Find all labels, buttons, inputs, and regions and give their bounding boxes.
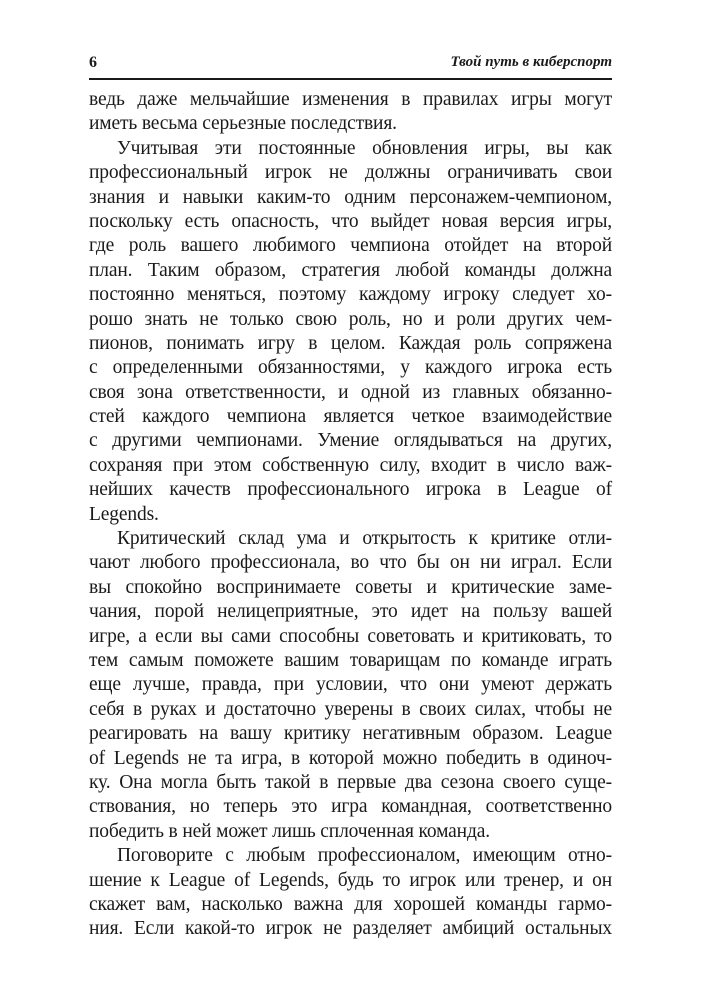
text-line: план. Таким образом, стратегия любой команды должна	[89, 259, 612, 281]
text-line: своя зона ответственности, и одной из главных обязанно-	[89, 381, 612, 403]
text-line: реагировать на вашу критику негативным образом. League	[89, 723, 612, 745]
text-line: шение к League of Legends, будь то игрок или тренер, и он	[89, 869, 612, 891]
text-line: ствования, но теперь это игра командная, соответственно	[89, 796, 612, 818]
book-page	[89, 52, 612, 942]
text-line: победить в ней может лишь сплоченная команда.	[89, 820, 490, 842]
body-text	[89, 88, 612, 942]
text-line: нейших качеств профессионального игрока в League of	[89, 479, 612, 501]
paragraph	[89, 137, 612, 527]
text-line: себя в руках и достаточно уверены в своих силах, чтобы не	[89, 698, 612, 720]
text-line: вы спокойно воспринимаете советы и критические заме-	[89, 576, 612, 598]
running-title: Твой путь в киберспорт	[450, 54, 612, 70]
text-line: тем самым поможете вашим товарищам по команде играть	[89, 649, 612, 671]
text-line: ведь даже мельчайшие изменения в правилах игры могут	[89, 89, 612, 110]
text-line: стей каждого чемпиона является четкое взаимодействие	[89, 406, 612, 428]
text-line: игре, а если вы сами способны советовать и критиковать, то	[89, 625, 612, 647]
text-line: еще лучше, правда, при условии, что они умеют держать	[89, 674, 612, 696]
text-line: of Legends не та игра, в которой можно победить в одиноч-	[89, 747, 612, 769]
text-line: рошо знать не только свою роль, но и роли других чем-	[89, 308, 612, 330]
text-line: сохраняя при этом собственную силу, входит в число важ-	[89, 454, 612, 476]
text-line: иметь весьма серьезные последствия.	[89, 113, 397, 135]
text-line: постоянно меняться, поэтому каждому игроку следует хо-	[89, 284, 612, 306]
text-line: ния. Если какой-то игрок не разделяет амбиций остальных	[89, 918, 612, 940]
text-line: Критический склад ума и открытость к критике отли-	[117, 528, 612, 550]
text-line: скажет вам, насколько важна для хорошей команды гармо-	[89, 893, 612, 915]
text-line: поскольку есть опасность, что выйдет новая версия игры,	[89, 210, 612, 232]
paragraph	[89, 88, 612, 137]
paragraph	[89, 844, 612, 942]
text-line: чают любого профессионала, во что бы он ни играл. Если	[89, 552, 612, 574]
text-line: пионов, понимать игру в целом. Каждая роль сопряжена	[89, 332, 612, 354]
text-line: ку. Она могла быть такой в первые два сезона своего суще-	[89, 771, 612, 793]
text-line: профессиональный игрок не должны ограничивать свои	[89, 162, 612, 184]
text-line: Учитывая эти постоянные обновления игры, вы как	[117, 137, 612, 159]
paragraph	[89, 527, 612, 844]
text-line: Поговорите с любым профессионалом, имеющим отно-	[117, 845, 612, 867]
text-line: чания, порой нелицеприятные, это идет на пользу вашей	[89, 601, 612, 623]
text-line: где роль вашего любимого чемпиона отойдет на второй	[89, 235, 612, 257]
text-line: с определенными обязанностями, у каждого игрока есть	[89, 357, 612, 379]
text-line: знания и навыки каким-то одним персонажем-чемпионом,	[89, 186, 612, 208]
running-header	[89, 52, 612, 80]
page-number: 6	[89, 54, 97, 71]
text-line: Legends.	[89, 503, 159, 525]
text-line: с другими чемпионами. Умение оглядываться на других,	[89, 430, 612, 452]
